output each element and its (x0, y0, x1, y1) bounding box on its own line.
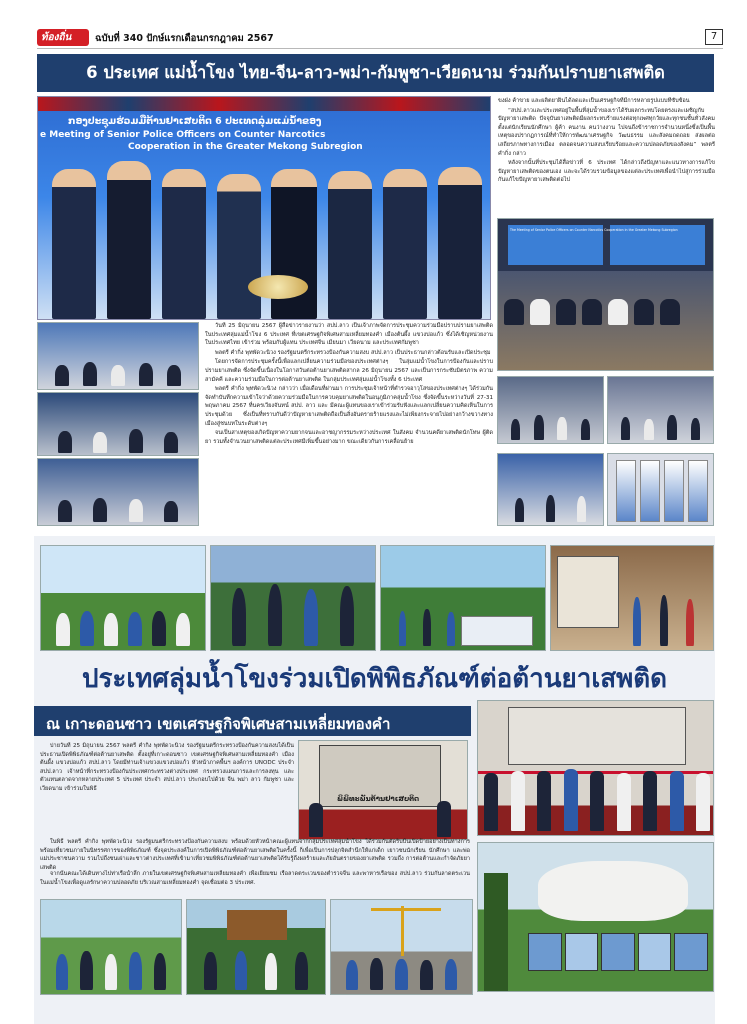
page-header (37, 28, 723, 49)
article1-body-text (205, 322, 493, 528)
stage-backdrop-english-1: e Meeting of Senior Police Officers on Counter Narcotics (40, 130, 326, 140)
walking-tour-photo (40, 899, 182, 995)
article2-subheadline-bar (34, 706, 471, 736)
umbrella-visit-photo (380, 545, 546, 651)
officials-lineup (484, 765, 710, 831)
info-signboard (461, 616, 533, 646)
paragraph: จากนั้นคณะได้เดินทางไปท่าเรือน้ำลึก ภายในเขตเศรษฐกิจพิเศษสามเหลี่ยมทองคำ เพื่อเยี่ยมชม เรือลาดตระเวนของตำรวจจีน และพาหารเรือของ สปป.ลาว ร่วมกันลาดตระเวนในแม่น้ำโขงเพื่อดูแลรักษาความปลอดภัย บริเวณสามเหลี่ยมทองคำ จุดเชื่อมต่อ 3 ประเทศ. (40, 871, 470, 886)
paragraph: “สปป.ลาวและประเทศอยู่ในพื้นที่ลุ่มน้ำของเราได้รับผลกระทบโดยตรงและเผชิญกับปัญหายาเสพติด ปัจจุบันยาเสพติดมีผลกระทบร้ายแรงต่อทุกเพศทุกวัยและทุกชนชั้นทั่วสังคม ตั้งแต่นักเรียนนักศึกษา ผู้ค้า คนงาน คนว่างงาน ไปจนถึงข้าราชการจำนวนหนึ่งซึ่งเป็นพื้นเหตุของปรากฏการณ์ที่ทำให้การพัฒนาเศรษฐกิจ วัฒนธรรม และสังคมถดถอย ส่งผลต่อเสถียรภาพทางการเมือง ตลอดจนความสงบเรียบร้อยและความปลอดภัยของสังคม” พลตรี คำกิ่ง กล่าว (498, 107, 715, 157)
newspaper-logo (37, 29, 89, 46)
paragraph: จนเป็นสาเหตุของเกิดปัญหาความยากจนและอาชญากรรมระหว่างประเทศ ในสังคม จำนวนคดียาเสพติดนักโทษ ผู้ติดยา รวมทั้งจำนวนยาเสพติดแต่ละประเทศมีเพิ่มขึ้นอย่างมาก ขณะเดียวกันการเคลื่อนย้าย (205, 430, 493, 445)
pavilion-roof (227, 910, 287, 940)
tree (484, 873, 508, 992)
page-number: 7 (705, 29, 723, 45)
stage-group-photo (37, 96, 491, 320)
article2-headline: ประเทศลุ่มน้ำโขงร่วมเปิดพิพิธภัณฑ์ต่อต้านยาเสพติด (81, 664, 668, 694)
museum-sign-text: ພິພິທະພັນຕ້ານຢາເສບຕິດ (336, 795, 420, 803)
pavilion-visit-photo (186, 899, 326, 995)
reclining-statue-photo (477, 842, 714, 992)
paragraph: ขงฝ่ง ค้าขาย และผลิตยาฝิ่นได้ลดและเป็นเศรษฐกิจที่มีการหลายรูปแบบที่ซับซ้อน (498, 98, 690, 104)
photo-exhibit-boards (528, 933, 708, 971)
meeting-table-photo-1 (497, 376, 604, 444)
meeting-table-photo-3 (497, 453, 604, 526)
paragraph: หลังจากนั้นที่ประชุมได้สื่อข่าวที่ 6 ประเทศ ได้กล่าวถึงปัญหาและแนวทางการแก้ไขปัญหายาเสพติดของตนเอง และจะได้รวบรวมข้อมูลของแต่ละประเทศเพื่อนำไปสู่การร่วมมือกันแก้ไขปัญหายาเสพติดต่อไป (498, 160, 715, 184)
article2-subheadline: ณ เกาะดอนซาว เขตเศรษฐกิจพิเศษสามเหลี่ยมทองคำ (46, 715, 391, 733)
conference-hall-photo (497, 218, 714, 371)
exhibit-frame (557, 556, 619, 628)
article1-headline-banner (37, 54, 714, 92)
crane-jib (371, 908, 441, 911)
article1-headline: 6 ประเทศ แม่น้ำโขง ไทย-จีน-ลาว-พม่า-กัมพูชา-เวียดนาม ร่วมกันปราบยาเสพติด (86, 63, 665, 82)
logo-text: ท้องถิ่น (41, 32, 72, 43)
museum-signboard (508, 707, 686, 765)
exhibition-panels-photo (607, 453, 714, 526)
article2-headline-banner (34, 656, 715, 694)
stage-backdrop-lao: ກອງປະຊຸມຮ່ວມມືຕ້ານຢາເສບຕິດ 6 ປະເທດລຸ່ມແມ່ນ້ຳຂອງ (68, 116, 322, 127)
meeting-table-photo-2 (607, 376, 714, 444)
white-statue (538, 861, 688, 921)
port-visit-photo (330, 899, 473, 995)
ribbon-cutting-photo (477, 700, 714, 836)
flower-arrangement (248, 275, 308, 299)
paragraph: พลตรี คำกิ่ง พุทพัดวะนิวง กล่าวว่า เมื่อเดือนที่ผ่านมา การประชุมเจ้าหน้าที่ตำรวจอาวุโสของประเทศต่างๆ ได้ร่วมกันจัดทำบันทึกความเข้าใจว่าด้วยความร่วมมือในการควบคุมยาเสพติดในอนุภูมิภาคลุ่มน้ำโขง ซึ่งจัดขึ้นระหว่างวันที่ 27-31 พฤษภาคม 2567 ที่นครเวียงจันทน์ สปป. ลาว และ มีคณะผู้แทนของเราเข้าร่วมรับฟังและแลกเปลี่ยนความคิดเห็นในการประชุมด้วย ซึ่งเป็นที่ทราบกันดีว่าปัญหายาเสพติดถือเป็นสิ่งอันตรายร้ายแรงและไม่เพียงกระจายไปอย่างกว้างขวางทางเมืองสู่ชนบทในระดับต่างๆ (205, 386, 493, 427)
issue-line: ฉบับที่ 340 ปักษ์แรกเดือนกรกฎาคม 2567 (95, 33, 274, 44)
meeting-photo-left-3 (37, 458, 199, 526)
plaque-unveiling-photo (298, 740, 468, 840)
paragraph: วันที่ 25 มิถุนายน 2567 ผู้สื่อข่าวรายงานว่า สปป.ลาว เป็นเจ้าภาพจัดการประชุมความร่วมมือปราบปรามยาเสพติดในประเทศลุ่มแม่น้ำโขง 6 ประเทศ ที่เขตเศรษฐกิจพิเศษสามเหลี่ยมทองคำ เมืองต้นผึ้ง แขวงบ่อแก้ว ซึ่งได้เชิญหน่วยงานในประเทศไทย เข้าร่วม พร้อมกับผู้แทน ประเทศจีน เมียนมา เวียดนาม และประเทศกัมพูชา (205, 323, 493, 347)
museum-interior-photo (550, 545, 714, 651)
paragraph: บ่ายวันที่ 25 มิถุนายน 2567 พลตรี คำกิ่ง พุทพัดวะนิวง รองรัฐมนตรีกระทรวงป้องกันความสงบได้เป็นประธานเปิดพิพิธภัณฑ์ต่อต้านยาเสพติด ตั้งอยู่ที่เกาะดอนซาว เขตเศรษฐกิจพิเศษสามเหลี่ยมทองคำ เมืองต้นผึ้ง แขวงบ่อแก้ว สปป.ลาว โดยมีท่านเจ้าแขวงแขวงบ่อแก้ว หัวหน้าภาคพื้นฯ องค์การ UNODC ประจำ สปป.ลาว เจ้าหน้าที่กระทรวงป้องกันประเทศกระทรวงต่างประเทศ กระทรวงแผนการและการลงทุน และตัวแทนตลาดจากหลายประเทศ 5 ประเทศ ประจำ สปป.ลาว ประกอบไปด้วย จีน พม่า ลาว กัมพูชา และ เวียดนาม เข้าร่วมในพิธี (40, 743, 294, 792)
paragraph: พลตรี คำกิ่ง พุทพัดวะนิวง รองรัฐมนตรีกระทรวงป้องกันความสงบ สปป.ลาว เป็นประธานกล่าวต้อนรับและเปิดประชุม (215, 349, 491, 356)
paragraph: ในพิธี พลตรี คำกิ่ง พุทพัดวะนิวง รองรัฐมนตรีกระทรวงป้องกันความสงบ พร้อมด้วยหัวหน้าคณะผู้แทนจากกลุ่มประเทศลุ่มน้ำโขง ได้ร่วมกันตัดริบบิ้นเปิดป้ายอย่างเป็นทางการ พร้อมเที่ยวชมภายในนิทรรศการของพิพิธภัณฑ์ ซึ่งจุดประสงค์ในการเปิดพิพิธภัณฑ์ต่อต้านยาเสพติดในครั้งนี้ ก็เพื่อเป็นการปลุกจิตสำนึกให้แก่เด็ก เยาวชนนักเรียน นักศึกษา และพ่อแม่ประชาชนความ รวมไปถึงชนเผ่าและชาวต่างประเทศที่เข้ามาเที่ยวชมพิพิธภัณฑ์ต่อต้านยาเสพติดได้รับรู้ถึงผลร้ายและภัยอันตรายของยาเสพติด รวมถึง การต่อต้านและกำจัดภัยยาเสพติด (40, 839, 470, 871)
officials-walking-photo (210, 545, 376, 651)
flags-strip (38, 97, 490, 111)
paragraph: โดยการจัดการประชุมครั้งนี้เพื่อแลกเปลี่ยนความร่วมมือของประเทศต่างๆ ในลุ่มแม่น้ำโขงในการป้องกันและปราบปรามยาเสพติด ซึ่งจัดขึ้นเนื่องในโอกาสวันต่อต้านยาเสพติดสากล 26 มิถุนายน 2567 และเป็นการกระชับมิตรภาพ ความสามัคคี และความร่วมมือในการต่อต้านยาเสพติด ในกลุ่มประเทศลุ่มแม่น้ำโขงทั้ง 6 ประเทศ (205, 359, 493, 383)
meeting-photo-left-1 (37, 322, 199, 390)
article1-right-text (498, 97, 715, 217)
delegates (504, 299, 709, 359)
stage-backdrop-english-2: Cooperation in the Greater Mekong Subregion (128, 142, 363, 152)
group-photo-outdoor-1 (40, 545, 206, 651)
article2-body-closing (40, 870, 470, 894)
screen-text: The Meeting of Senior Police Officers on Counter Narcotics Cooperation in the Greater Mekong Subregion (510, 228, 678, 232)
meeting-photo-left-2 (37, 392, 199, 456)
